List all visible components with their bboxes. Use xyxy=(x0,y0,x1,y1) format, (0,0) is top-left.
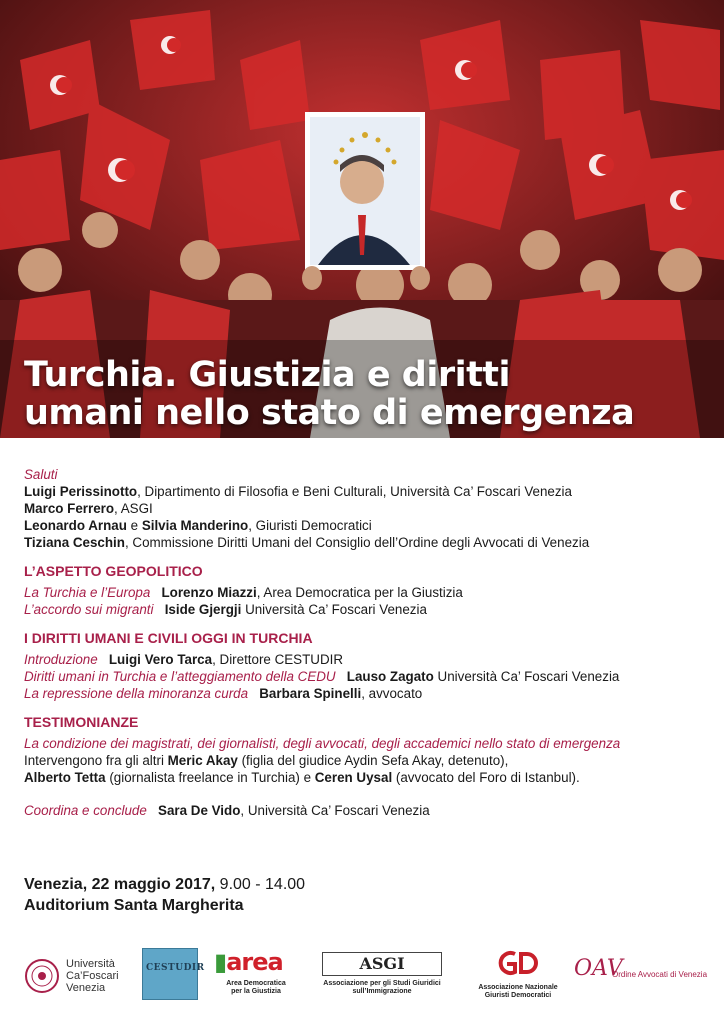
hero-photo xyxy=(0,0,724,438)
gd-logo xyxy=(470,950,566,1004)
gd-subtitle-2: Giuristi Democratici xyxy=(484,992,552,999)
venue-place: Auditorium Santa Margherita xyxy=(24,897,244,914)
section-heading-diritti: I DIRITTI UMANI E CIVILI OGGI IN TURCHIA xyxy=(24,630,313,646)
area-logo: ▮area Area Democratica per la Giustizia xyxy=(214,950,298,1004)
unive-seal-icon xyxy=(24,958,60,994)
venue-info xyxy=(24,874,305,916)
asgi-subtitle-1: Associazione per gli Studi Giuridici xyxy=(323,980,441,987)
cestudir-logo xyxy=(142,948,205,1000)
title-line-2: umani nello stato di emergenza xyxy=(24,393,635,433)
sponsor-logos xyxy=(0,944,724,1004)
ordine-monogram: OAV xyxy=(574,956,623,981)
testimonianze-line-2: Alberto Tetta (giornalista freelance in Turchia) e Ceren Uysal (avvocato del Foro di Istanbul). xyxy=(24,770,580,785)
title-line-1: Turchia. Giustizia e diritti xyxy=(24,355,511,395)
ordine-logo xyxy=(574,956,714,996)
gd-subtitle-1: Associazione Nazionale xyxy=(478,984,558,991)
speaker-line: Marco Ferrero, ASGI xyxy=(24,501,153,516)
talk-line: La repressione della minoranza curda Barbara Spinelli, avvocato xyxy=(24,686,423,701)
talk-line: Introduzione Luigi Vero Tarca, Direttore CESTUDIR xyxy=(24,652,344,667)
testimonianze-line-1: Intervengono fra gli altri Meric Akay (figlia del giudice Aydin Sefa Akay, detenuto), xyxy=(24,753,509,768)
asgi-name: ASGI xyxy=(322,952,442,976)
section-heading-geopolitico: L’ASPETTO GEOPOLITICO xyxy=(24,563,203,579)
speaker-line: Tiziana Ceschin, Commissione Diritti Umani del Consiglio dell’Ordine degli Avvocati di Venezia xyxy=(24,535,590,550)
unive-logo xyxy=(24,954,134,1000)
asgi-logo xyxy=(316,952,448,1002)
area-name: area xyxy=(226,948,283,976)
unive-name-1: Università xyxy=(66,958,115,970)
area-subtitle-2: per la Giustizia xyxy=(231,988,281,995)
cestudir-name: CESTUDIR xyxy=(146,963,205,973)
talk-line: Diritti umani in Turchia e l’atteggiamento della CEDU Lauso Zagato Università Ca’ Foscari Venezia xyxy=(24,669,620,684)
asgi-subtitle-2: sull’Immigrazione xyxy=(352,988,412,995)
talk-line: L’accordo sui migranti Iside Gjergji Università Ca’ Foscari Venezia xyxy=(24,602,427,617)
testimonianze-subtitle: La condizione dei magistrati, dei giornalisti, degli avvocati, degli accademici nello stato di emergenza xyxy=(24,736,621,751)
speaker-line: Leonardo Arnau e Silvia Manderino, Giuristi Democratici xyxy=(24,518,372,533)
area-subtitle-1: Area Democratica xyxy=(226,980,286,987)
saluti-label: Saluti xyxy=(24,467,58,482)
unive-name-2: Ca’Foscari xyxy=(66,970,119,982)
gd-mark-icon xyxy=(493,950,543,976)
page-title xyxy=(24,356,714,432)
date-time: Venezia, 22 maggio 2017, 9.00 - 14.00 xyxy=(24,876,306,893)
portrait-poster xyxy=(305,112,425,270)
unive-name-3: Venezia xyxy=(66,982,106,994)
coordinator-line: Coordina e conclude Sara De Vido, Università Ca’ Foscari Venezia xyxy=(24,803,430,818)
program xyxy=(24,466,704,819)
talk-line: La Turchia e l’Europa Lorenzo Miazzi, Area Democratica per la Giustizia xyxy=(24,585,463,600)
speaker-line: Luigi Perissinotto, Dipartimento di Filosofia e Beni Culturali, Università Ca’ Foscari Venezia xyxy=(24,484,572,499)
ordine-name: Ordine Avvocati di Venezia xyxy=(612,970,708,979)
section-heading-testimonianze: TESTIMONIANZE xyxy=(24,714,139,730)
